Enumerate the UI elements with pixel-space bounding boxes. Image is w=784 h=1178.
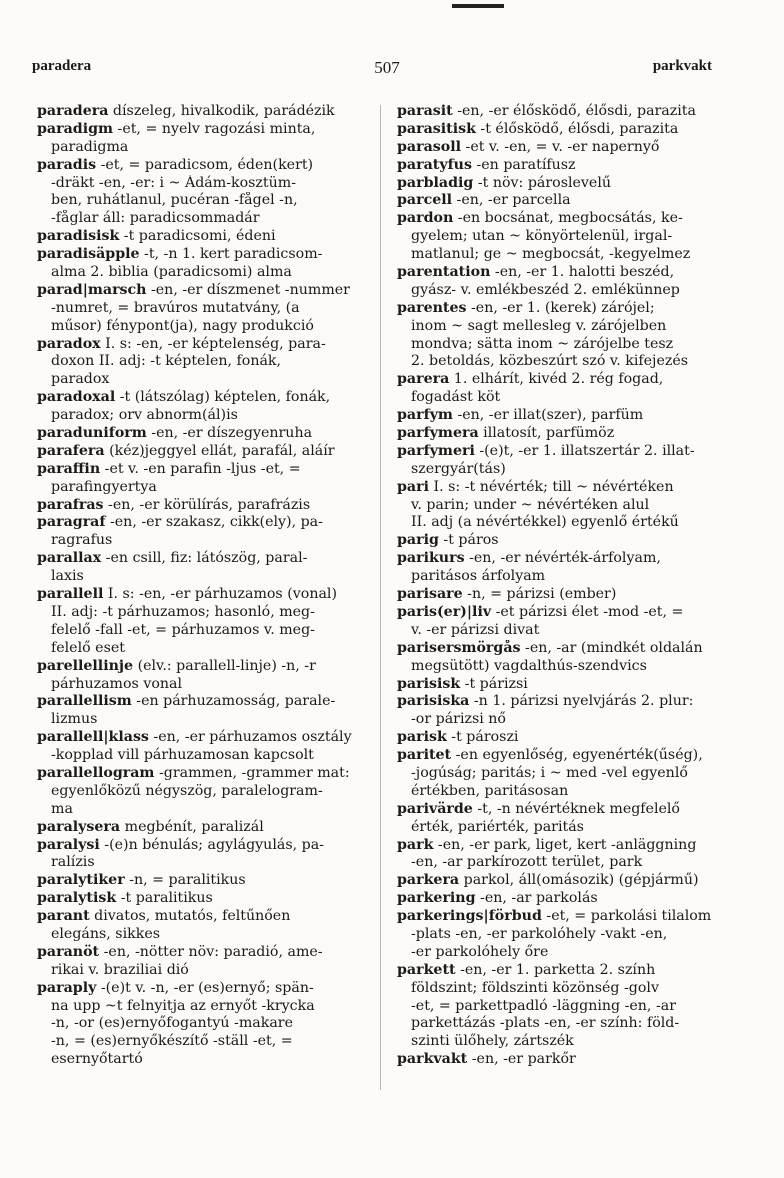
dictionary-entry-line: paralytiker -n, = paralitikus (37, 872, 246, 889)
dictionary-entry-line: parbladig -t növ: pároslevelű (397, 174, 611, 191)
dictionary-entry-line: parentation -en, -er 1. halotti beszéd, (397, 264, 675, 281)
entry-continuation-line: ma (51, 800, 73, 817)
entry-continuation-line: felelő eset (51, 639, 125, 656)
dictionary-entry-line: paraffin -et v. -en parafin -ljus -et, = (37, 460, 301, 477)
entry-continuation-line: -numret, = bravúros mutatvány, (a (51, 299, 300, 316)
dictionary-entry-line: parfymera illatosít, parfümöz (397, 425, 615, 442)
top-mark (452, 4, 504, 8)
dictionary-entry-line: parallell I. s: -en, -er párhuzamos (vonal) (37, 586, 337, 603)
entry-continuation-line: ralízis (51, 854, 95, 871)
entry-continuation-line: paradigma (51, 138, 129, 155)
dictionary-entry-line: paralysera megbénít, paralizál (37, 818, 264, 835)
dictionary-entry-line: parafera (kéz)jeggyel ellát, parafál, aláír (37, 442, 335, 459)
entry-continuation-line: ragrafus (51, 532, 113, 549)
dictionary-entry-line: parad|marsch -en, -er díszmenet -nummer (37, 281, 350, 298)
entry-continuation-line: v. parin; under ~ névértéken alul (411, 496, 650, 513)
dictionary-entry-line: parfym -en, -er illat(szer), parfüm (397, 407, 644, 424)
dictionary-entry-line: parallell|klass -en, -er párhuzamos osztály (37, 729, 352, 746)
dictionary-entry-line: parasit -en, -er élősködő, élősdi, parazita (397, 103, 696, 119)
entry-continuation-line: paradox; orv abnorm(ál)is (51, 407, 238, 424)
dictionary-entry-line: paradigm -et, = nyelv ragozási minta, (37, 120, 316, 137)
entry-continuation-line: II. adj (a névértékkel) egyenlő értékű (411, 514, 679, 531)
dictionary-entry-line: paradox I. s: -en, -er képtelenség, para- (37, 335, 326, 352)
entry-continuation-line: esernyőtartó (51, 1051, 143, 1068)
dictionary-entry-line: parellellinje (elv.: parallell-linje) -n, -r (37, 657, 316, 674)
dictionary-entry-line: paradis -et, = paradicsom, éden(kert) (37, 156, 314, 173)
dictionary-entry-line: parkering -en, -ar parkolás (397, 890, 598, 907)
page-number: 507 (374, 58, 400, 77)
dictionary-entry-line: pari I. s: -t névérték; till ~ névértéken (397, 478, 674, 495)
entry-continuation-line: -en, -ar parkírozott terület, park (411, 854, 643, 871)
dictionary-entry-line: parig -t páros (397, 532, 499, 549)
right-column (397, 103, 715, 1069)
entry-continuation-line: földszint; földszinti közönség -golv (411, 979, 659, 996)
entry-continuation-line: v. -er párizsi divat (411, 621, 540, 638)
dictionary-entry-line: paranöt -en, -nötter növ: paradió, ame- (37, 943, 323, 960)
dictionary-entry-line: parasoll -et v. -en, = v. -er napernyő (397, 138, 660, 155)
dictionary-entry-line: parfymeri -(e)t, -er 1. illatszertár 2. illat- (397, 442, 695, 459)
dictionary-entry-line: parisiska -n 1. párizsi nyelvjárás 2. plur: (397, 693, 694, 710)
dictionary-entry-line: parkera parkol, áll(omásozik) (gépjármű) (397, 872, 699, 889)
dictionary-entry-line: paratyfus -en paratífusz (397, 156, 576, 173)
dictionary-entry-line: parkerings|förbud -et, = parkolási tilalom (397, 908, 712, 925)
dictionary-entry-line: parkvakt -en, -er parkőr (397, 1051, 576, 1068)
entry-continuation-line: paritásos árfolyam (411, 568, 546, 585)
dictionary-entry-line: parallellogram -grammen, -grammer mat: (37, 764, 350, 781)
dictionary-entry-line: paradisäpple -t, -n 1. kert paradicsom- (37, 246, 323, 263)
dictionary-entry-line: park -en, -er park, liget, kert -anläggning (397, 836, 697, 853)
dictionary-entry-line: parisare -n, = párizsi (ember) (397, 586, 617, 603)
entry-continuation-line: rikai v. braziliai dió (51, 961, 189, 978)
entry-continuation-line: na upp ~t felnyitja az ernyőt -krycka (51, 997, 315, 1014)
dictionary-entry-line: parant divatos, mutatós, feltűnően (37, 908, 291, 925)
entry-continuation-line: érték, pariérték, paritás (411, 818, 584, 835)
dictionary-entry-line: parcell -en, -er parcella (397, 192, 571, 209)
entry-continuation-line: ben, ruhátlanul, pucéran -fågel -n, (51, 192, 298, 209)
entry-continuation-line: -or párizsi nő (411, 711, 506, 728)
entry-continuation-line: felelő -fall -et, = párhuzamos v. meg- (51, 621, 315, 638)
entry-continuation-line: parkettázás -plats -en, -er szính: föld- (411, 1015, 680, 1032)
dictionary-entry-line: paradisisk -t paradicsomi, édeni (37, 228, 276, 245)
dictionary-entry-line: parafras -en, -er körülírás, parafrázis (37, 496, 311, 513)
dictionary-entry-line: parasitisk -t élősködő, élősdi, parazita (397, 120, 679, 137)
entry-continuation-line: laxis (51, 568, 84, 585)
entry-continuation-line: parafingyertya (51, 478, 157, 495)
entry-continuation-line: szergyár(tás) (411, 460, 506, 477)
dictionary-entry-line: paradera díszeleg, hivalkodik, parádézik (37, 103, 335, 119)
dictionary-entry-line: paris(er)|liv -et párizsi élet -mod -et, = (397, 603, 684, 620)
dictionary-entry-line: parallellism -en párhuzamosság, parale- (37, 693, 336, 710)
entry-continuation-line: műsor) fénypont(ja), nagy produkció (51, 317, 314, 334)
entry-continuation-line: -n, -or (es)ernyőfogantyú -makare (51, 1015, 293, 1032)
entry-continuation-line: mondva; sätta inom ~ zárójelbe tesz (411, 335, 674, 352)
entry-continuation-line: -et, = parkettpadló -läggning -en, -ar (411, 997, 676, 1014)
entry-continuation-line: -kopplad vill párhuzamosan kapcsolt (51, 747, 314, 764)
entry-continuation-line: lizmus (51, 711, 98, 728)
dictionary-entry-line: parisk -t pároszi (397, 729, 519, 746)
dictionary-entry-line: parikurs -en, -er névérték-árfolyam, (397, 550, 661, 567)
entry-continuation-line: -n, = (es)ernyőkészítő -ställ -et, = (51, 1033, 293, 1050)
dictionary-entry-line: paralytisk -t paralitikus (37, 890, 213, 907)
dictionary-entry-line: paritet -en egyenlőség, egyenérték(űség), (397, 747, 703, 764)
dictionary-entry-line: parisersmörgås -en, -ar (mindkét oldalán (397, 639, 703, 656)
entry-continuation-line: szinti ülőhely, zártszék (411, 1033, 574, 1050)
header-right-guideword: parkvakt (652, 58, 712, 74)
entry-continuation-line: inom ~ sagt mellesleg v. zárójelben (411, 317, 667, 334)
entry-continuation-line: gyász- v. emlékbeszéd 2. emlékünnep (411, 281, 680, 298)
left-column (37, 103, 363, 1069)
dictionary-entry-line: parallax -en csill, fiz: látószög, paral- (37, 550, 308, 567)
dictionary-entry-line: parisisk -t párizsi (397, 675, 528, 692)
entry-continuation-line: doxon II. adj: -t képtelen, fonák, (51, 353, 282, 370)
dictionary-entry-line: parentes -en, -er 1. (kerek) zárójel; (397, 299, 655, 316)
dictionary-entry-line: pardon -en bocsánat, megbocsátás, ke- (397, 210, 683, 227)
entry-continuation-line: paradox (51, 371, 110, 388)
dictionary-entry-line: parkett -en, -er 1. parketta 2. szính (397, 961, 656, 978)
entry-continuation-line: megsütött) vagdalthús-szendvics (411, 657, 647, 674)
dictionary-entry-line: parera 1. elhárít, kivéd 2. rég fogad, (397, 371, 664, 388)
dictionary-entry-line: paradoxal -t (látszólag) képtelen, fonák, (37, 389, 331, 406)
entry-continuation-line: gyelem; utan ~ könyörtelenül, irgal- (411, 228, 673, 245)
entry-continuation-line: 2. betoldás, közbeszúrt szó v. kifejezés (411, 353, 689, 370)
dictionary-entry-line: paraduniform -en, -er díszegyenruha (37, 425, 313, 442)
entry-continuation-line: értékben, paritásosan (411, 782, 569, 799)
entry-continuation-line: matlanul; ge ~ megbocsát, -kegyelmez (411, 246, 691, 263)
entry-continuation-line: fogadást köt (411, 389, 501, 406)
header-left-guideword: paradera (32, 58, 92, 74)
entry-continuation-line: -plats -en, -er parkolóhely -vakt -en, (411, 925, 668, 942)
entry-continuation-line: -fåglar áll: paradicsommadár (51, 210, 260, 227)
page-header (32, 58, 712, 80)
dictionary-entry-line: paraply -(e)t v. -n, -er (es)ernyő; spän- (37, 979, 314, 996)
entry-continuation-line: párhuzamos vonal (51, 675, 183, 692)
entry-continuation-line: II. adj: -t párhuzamos; hasonló, meg- (51, 603, 315, 620)
dictionary-entry-line: paragraf -en, -er szakasz, cikk(ely), pa- (37, 514, 323, 531)
entry-continuation-line: elegáns, sikkes (51, 925, 160, 942)
entry-continuation-line: -er parkolóhely őre (411, 943, 549, 960)
dictionary-entry-line: parivärde -t, -n névértéknek megfelelő (397, 800, 680, 817)
entry-continuation-line: egyenlőközű négyszög, paralelogram- (51, 782, 323, 799)
entry-continuation-line: -jogúság; paritás; i ~ med -vel egyenlő (411, 764, 688, 781)
dictionary-entry-line: paralysi -(e)n bénulás; agylágyulás, pa- (37, 836, 324, 853)
entry-continuation-line: alma 2. biblia (paradicsomi) alma (51, 264, 292, 281)
column-divider (380, 105, 381, 1090)
entry-continuation-line: -dräkt -en, -er: i ~ Ádám-kosztüm- (51, 174, 296, 191)
